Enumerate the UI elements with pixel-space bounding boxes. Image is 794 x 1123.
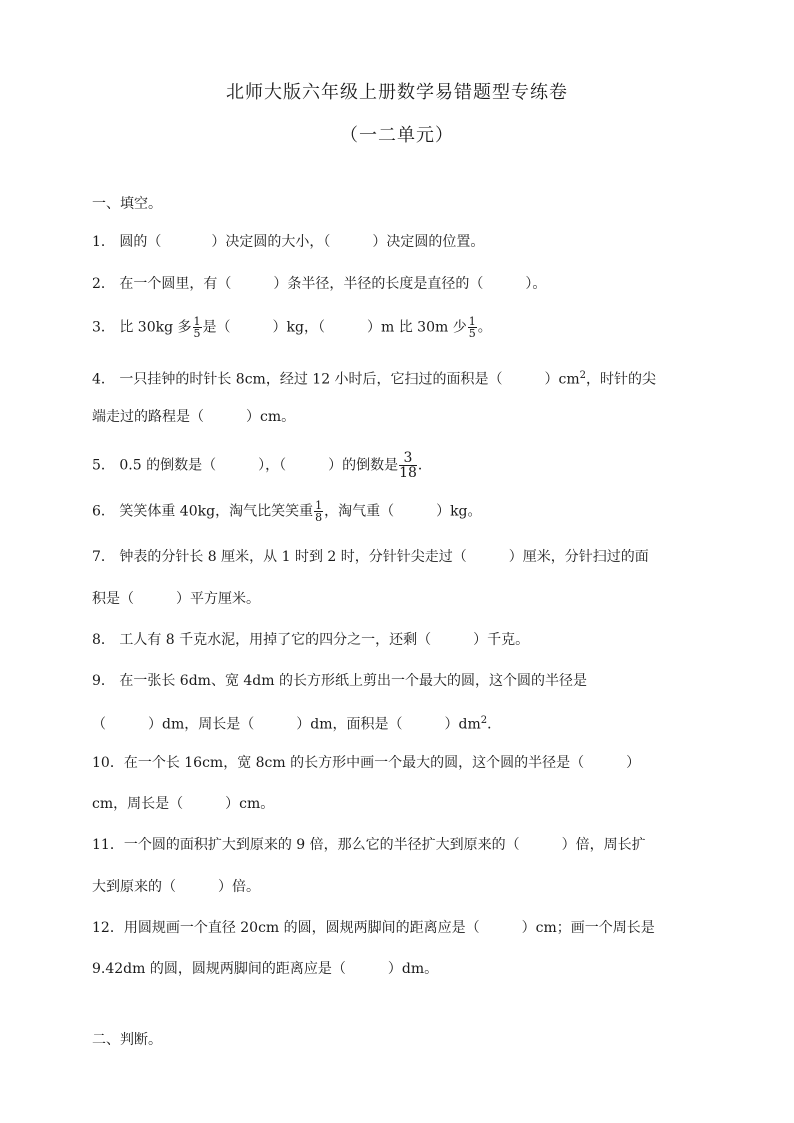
text: ）的倒数是	[328, 457, 399, 474]
text: ）m 比 30m 少	[366, 319, 467, 336]
text: 1． 圆的（	[92, 234, 162, 250]
text: （	[92, 716, 106, 733]
text: 10．在一个长 16cm，宽 8cm 的长方形中画一个最大的圆，这个圆的半径是（	[92, 755, 585, 771]
question-4	[92, 366, 712, 390]
fraction	[468, 316, 477, 339]
superscript: 2	[480, 715, 488, 726]
text: ）dm，周长是（	[148, 716, 255, 733]
question-5	[92, 451, 712, 480]
text: ）cm。	[225, 796, 275, 812]
text: ）	[626, 755, 641, 771]
text: 6． 笑笑体重 40kg，淘气比笑笑重	[92, 503, 314, 520]
text: ）dm	[444, 716, 481, 733]
question-1	[92, 232, 712, 252]
question-6	[92, 500, 712, 523]
text: 大到原来的（	[92, 879, 176, 895]
section-heading-fill-blank: 一、填空。	[92, 196, 162, 212]
text: 是（	[202, 319, 231, 336]
text: ）决定圆的位置。	[372, 234, 485, 250]
section-heading-true-false: 二、判断。	[92, 1032, 162, 1048]
text: ．	[487, 716, 502, 733]
text: ）平方厘米。	[176, 591, 260, 607]
text: ）决定圆的大小，（	[211, 234, 331, 250]
text: 。	[477, 319, 492, 336]
text: 积是（	[92, 591, 134, 607]
text: 9.42dm 的圆，圆规两脚间的距离应是（	[92, 961, 346, 977]
text: 11．一个圆的面积扩大到原来的 9 倍，那么它的半径扩大到原来的（	[92, 837, 520, 853]
text: ），（	[258, 457, 287, 474]
question-10	[92, 753, 712, 773]
text: 5． 0.5 的倒数是（	[92, 457, 217, 474]
fraction-numerator: 1	[315, 499, 323, 512]
fraction-denominator: 5	[193, 327, 201, 340]
text: 2． 在一个圆里，有（	[92, 276, 232, 292]
question-8	[92, 630, 712, 650]
text: ．	[417, 457, 432, 474]
text: ）kg，（	[272, 319, 325, 336]
text: ）。	[525, 276, 547, 292]
fraction	[399, 451, 417, 480]
fraction-denominator: 5	[468, 327, 476, 340]
text: 4． 一只挂钟的时针长 8cm，经过 12 小时后，它扫过的面积是（	[92, 371, 503, 388]
question-7	[92, 547, 712, 567]
text: ）条半径，半径的长度是直径的（	[273, 276, 484, 292]
text: ，时针的尖	[586, 371, 657, 388]
fraction-numerator: 3	[399, 451, 417, 466]
text: 12．用圆规画一个直径 20cm 的圆，圆规两脚间的距离应是（	[92, 920, 480, 936]
text: ）倍，周长扩	[561, 837, 646, 853]
question-10-line-2	[92, 794, 712, 814]
fraction	[193, 316, 202, 339]
question-7-line-2	[92, 589, 712, 609]
text: ）厘米，分针扫过的面	[508, 549, 649, 565]
text: ）cm	[544, 371, 580, 388]
question-12-line-2	[92, 959, 712, 979]
fraction-numerator: 1	[193, 315, 201, 328]
question-3	[92, 316, 712, 339]
text: 7． 钟表的分针长 8 厘米，从 1 时到 2 时，分针针尖走过（	[92, 549, 467, 565]
question-12	[92, 918, 712, 938]
question-11	[92, 835, 712, 855]
superscript: 2	[579, 370, 587, 381]
fraction-numerator: 1	[468, 315, 476, 328]
text: 端走过的路程是（	[92, 409, 204, 425]
text: ，淘气重（	[324, 503, 395, 520]
question-4-line-2	[92, 407, 712, 427]
text: 8． 工人有 8 千克水泥，用掉了它的四分之一，还剩（	[92, 632, 432, 648]
text: 3． 比 30kg 多	[92, 319, 192, 336]
page-title: 北师大版六年级上册数学易错题型专练卷	[226, 82, 568, 103]
text: ）dm。	[387, 961, 439, 977]
question-2	[92, 274, 712, 294]
text: ）倍。	[218, 879, 260, 895]
fraction	[314, 500, 323, 523]
text: cm，周长是（	[92, 796, 184, 812]
question-9	[92, 671, 712, 691]
text: ）千克。	[473, 632, 530, 648]
question-11-line-2	[92, 877, 712, 897]
text: ）cm；画一个周长是	[521, 920, 655, 936]
fraction-denominator: 18	[399, 465, 417, 481]
text: ）cm。	[246, 409, 296, 425]
fraction-denominator: 8	[315, 511, 323, 524]
question-9-line-2	[92, 711, 712, 735]
text: ）dm，面积是（	[296, 716, 403, 733]
page-subtitle: （一二单元）	[340, 125, 454, 146]
text: 9． 在一张长 6dm、宽 4dm 的长方形纸上剪出一个最大的圆，这个圆的半径是	[92, 673, 587, 689]
text: ）kg。	[436, 503, 482, 520]
